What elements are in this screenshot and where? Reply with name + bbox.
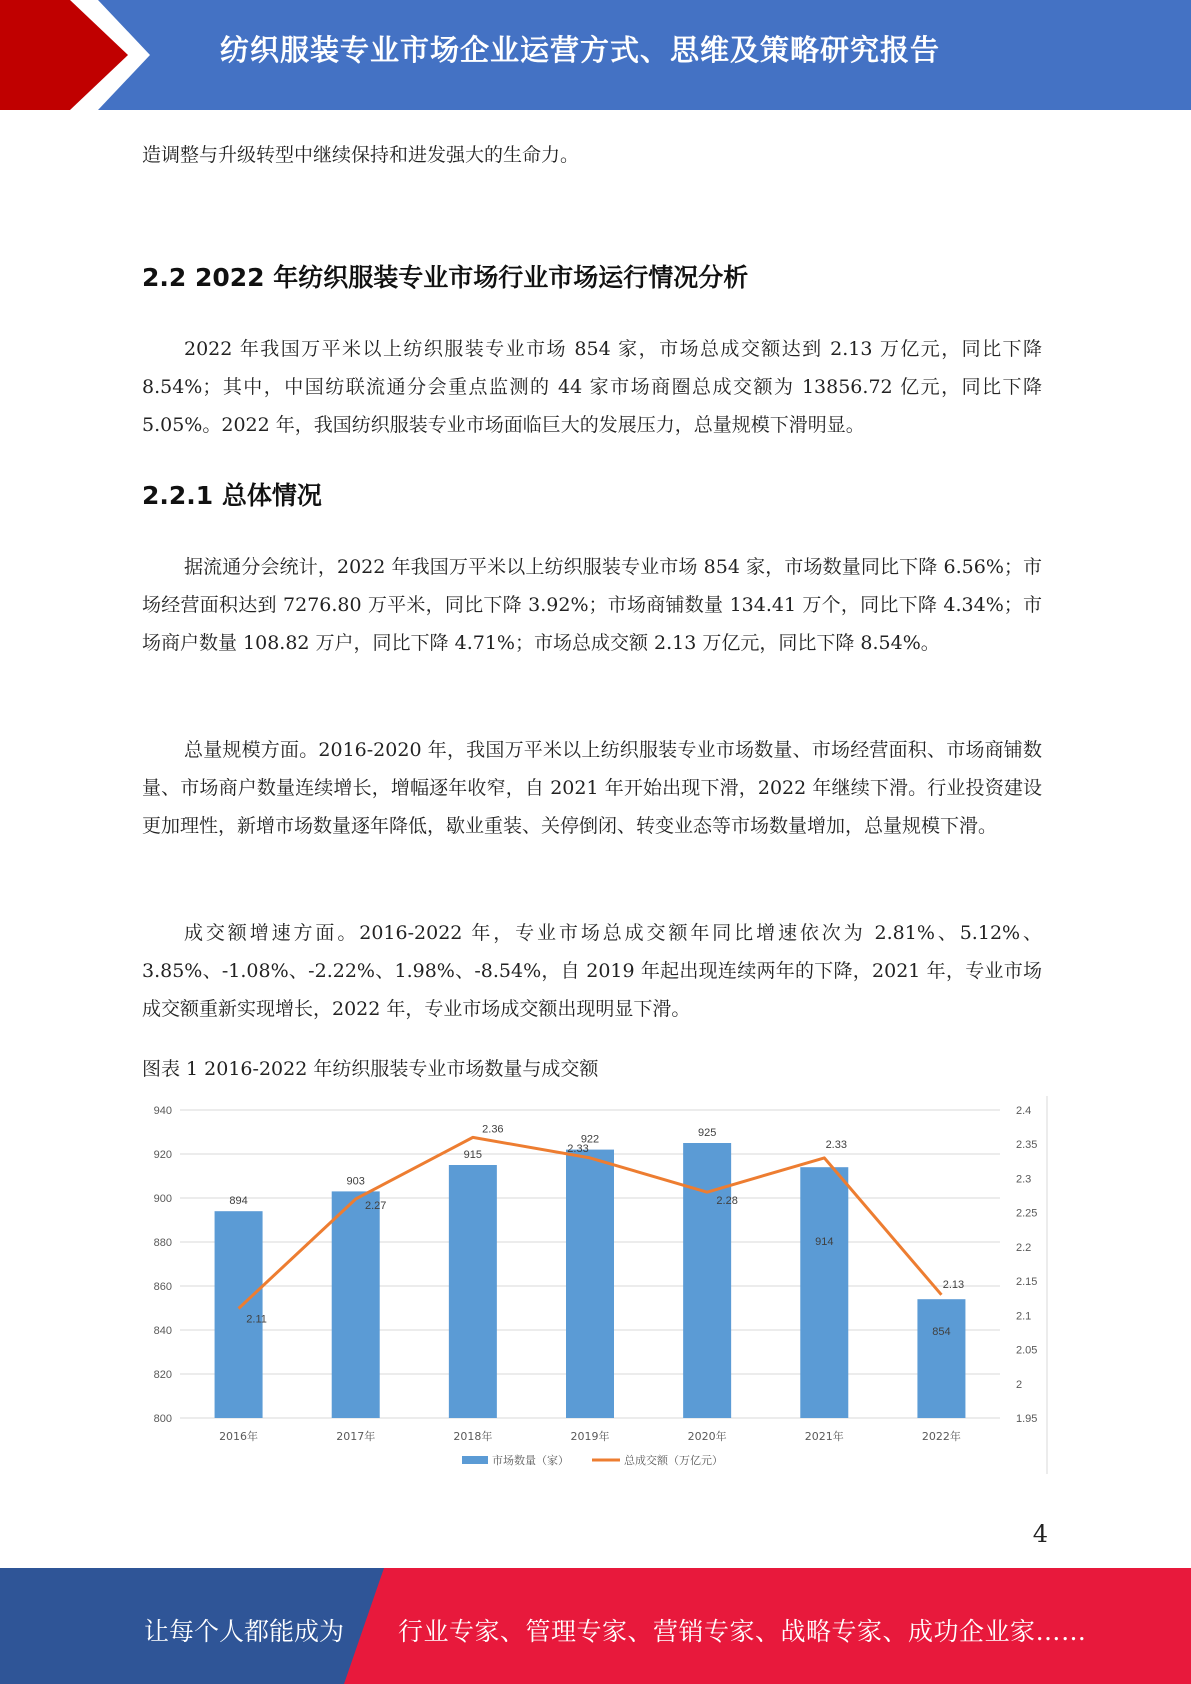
left-axis-ticks	[154, 1105, 172, 1425]
chart-svg	[140, 1094, 1050, 1476]
legend-label-bar: 市场数量（家）	[492, 1454, 569, 1467]
right-tick-label: 1.95	[1016, 1413, 1038, 1425]
bar	[566, 1150, 614, 1418]
line-label: 2.33	[567, 1142, 589, 1155]
left-tick-label: 900	[153, 1193, 172, 1205]
left-tick-label: 880	[153, 1237, 172, 1249]
right-tick-label: 2.15	[1016, 1276, 1038, 1289]
x-tick-label: 2019年	[570, 1430, 610, 1443]
line-label: 2.13	[942, 1278, 965, 1291]
chart-legend	[462, 1453, 723, 1467]
right-tick-label: 2.35	[1016, 1139, 1038, 1152]
x-tick-label: 2017年	[336, 1430, 376, 1443]
x-tick-label: 2021年	[804, 1430, 844, 1443]
bar-label: 903	[346, 1175, 365, 1188]
x-tick-label: 2018年	[453, 1430, 493, 1443]
bar	[683, 1143, 731, 1418]
left-tick-label: 860	[153, 1281, 172, 1293]
line-label: 2.33	[825, 1138, 847, 1151]
line-label: 2.27	[365, 1199, 387, 1212]
line-label: 2.28	[716, 1195, 738, 1208]
paragraph-statistics: 据流通分会统计，2022 年我国万平米以上纺织服装专业市场 854 家，市场数量同比下降 6.56%；市场经营面积达到 7276.80 万平米，同比下降 3.92%；市场商铺数量 134.41 万个，同比下降 4.34%；市场商户数量 108.82 万户，同比下降 4.71%；市场总成交额 2.13 万亿元，同比下降 8.54%。	[142, 556, 1042, 654]
bar	[332, 1191, 380, 1418]
x-tick-label: 2022年	[921, 1430, 961, 1443]
x-tick-label: 2016年	[219, 1430, 259, 1443]
section-heading-2-2-1: 2.2.1 总体情况	[142, 481, 322, 510]
bar-label: 915	[463, 1149, 483, 1161]
x-axis-labels	[219, 1429, 961, 1443]
footer-slogan-right: 行业专家、管理专家、营销专家、战略专家、成功企业家……	[398, 1617, 1087, 1646]
line-label: 2.36	[482, 1123, 504, 1136]
left-tick-label: 940	[153, 1105, 172, 1117]
bar-label: 922	[580, 1133, 600, 1146]
section-heading-2-2: 2.2 2022 年纺织服装专业市场行业市场运行情况分析	[142, 263, 749, 292]
right-tick-label: 2.4	[1016, 1105, 1032, 1117]
bar-label: 894	[229, 1195, 248, 1208]
bar-label: 925	[697, 1127, 717, 1139]
combo-chart	[140, 1094, 1050, 1476]
x-tick-label: 2020年	[687, 1430, 727, 1443]
footer-slogan-left: 让每个人都能成为	[144, 1617, 345, 1646]
bar-label: 854	[932, 1326, 951, 1339]
page-number: 4	[1032, 1520, 1048, 1548]
legend-swatch-bar	[462, 1456, 488, 1464]
right-axis-ticks	[1016, 1105, 1037, 1425]
left-tick-label: 920	[153, 1149, 172, 1161]
page-header	[0, 0, 1191, 110]
paragraph-scale: 总量规模方面。2016-2020 年，我国万平米以上纺织服装专业市场数量、市场经营面积、市场商铺数量、市场商户数量连续增长，增幅逐年收窄，自 2021 年开始出现下滑，2022 年继续下滑。行业投资建设更加理性，新增市场数量逐年降低，歇业重装、关停倒闭、转变业态等市场数量增加，总量规模下滑。	[142, 739, 1042, 837]
right-tick-label: 2.05	[1016, 1344, 1038, 1357]
left-tick-label: 800	[153, 1413, 172, 1425]
bar-series	[215, 1143, 966, 1418]
right-tick-label: 2.25	[1016, 1207, 1038, 1220]
paragraph-summary: 2022 年我国万平米以上纺织服装专业市场 854 家，市场总成交额达到 2.13 万亿元，同比下降 8.54%；其中，中国纺联流通分会重点监测的 44 家市场商圈总成交额为 13856.72 亿元，同比下降 5.05%。2022 年，我国纺织服装专业市场面临巨大的发展压力，总量规模下滑明显。	[142, 338, 1042, 436]
figure-caption: 图表 1 2016-2022 年纺织服装专业市场数量与成交额	[142, 1058, 599, 1080]
left-tick-label: 840	[153, 1325, 172, 1337]
paragraph-continued: 造调整与升级转型中继续保持和进发强大的生命力。	[142, 144, 580, 166]
page-footer	[0, 1568, 1191, 1684]
bar	[449, 1165, 497, 1418]
left-tick-label: 820	[153, 1369, 172, 1381]
bar-label: 914	[815, 1236, 834, 1249]
right-tick-label: 2.3	[1016, 1173, 1032, 1186]
bar	[800, 1167, 848, 1418]
report-title: 纺织服装专业市场企业运营方式、思维及策略研究报告	[220, 33, 941, 67]
paragraph-growth: 成交额增速方面。2016-2022 年，专业市场总成交额年同比增速依次为 2.81%、5.12%、3.85%、-1.08%、-2.22%、1.98%、-8.54%，自 2019 年起出现连续两年的下降，2021 年，专业市场成交额重新实现增长，2022 年，专业市场成交额出现明显下滑。	[142, 922, 1042, 1020]
legend-label-line: 总成交额（万亿元）	[624, 1454, 723, 1467]
line-label: 2.11	[246, 1313, 267, 1326]
right-tick-label: 2.2	[1016, 1241, 1032, 1254]
right-tick-label: 2	[1016, 1378, 1023, 1391]
right-tick-label: 2.1	[1016, 1310, 1032, 1323]
bar	[917, 1299, 965, 1418]
